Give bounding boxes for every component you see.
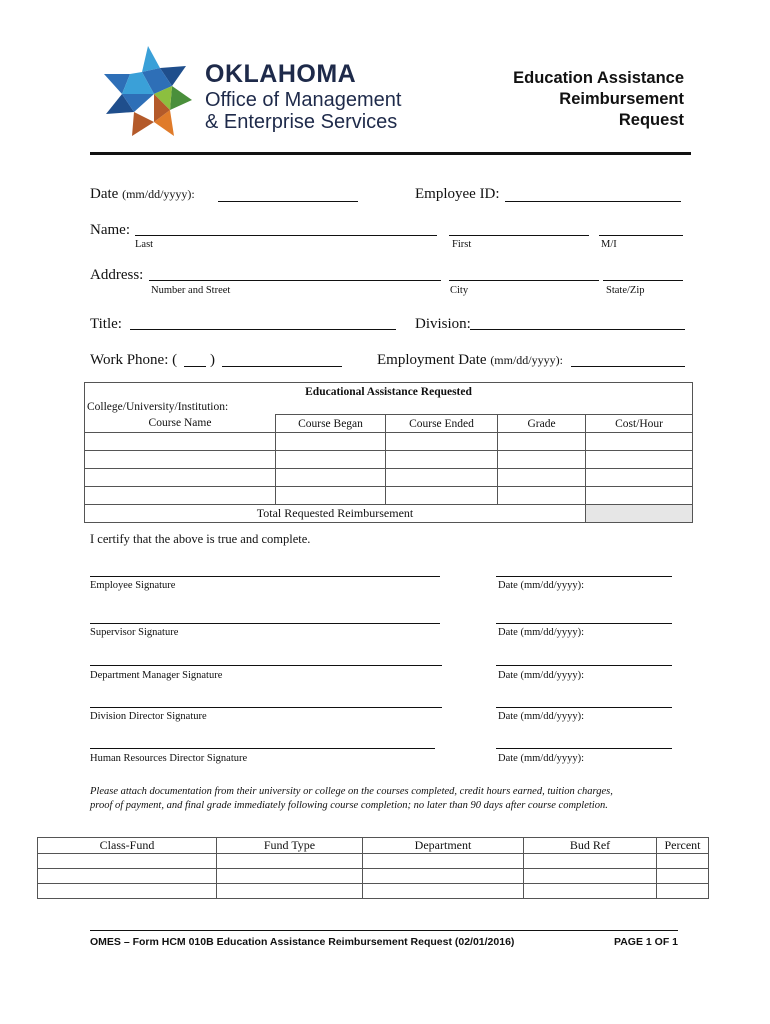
table-cell[interactable] <box>363 884 524 899</box>
address-street-field[interactable] <box>149 280 441 281</box>
dept-manager-signature-line[interactable] <box>90 665 442 666</box>
table-cell[interactable] <box>524 884 657 899</box>
supervisor-signature-line[interactable] <box>90 623 440 624</box>
fund-table <box>37 837 708 899</box>
division-field[interactable] <box>470 329 685 330</box>
hr-director-signature-line[interactable] <box>90 748 435 749</box>
title-field[interactable] <box>130 329 396 330</box>
division-director-date-line[interactable] <box>496 707 672 708</box>
total-row <box>85 505 693 523</box>
table-cell[interactable] <box>386 487 498 505</box>
dept-manager-date-label: Date (mm/dd/yyyy): <box>498 670 585 681</box>
employee-id-field[interactable] <box>505 201 681 202</box>
employment-date-field[interactable] <box>571 366 685 367</box>
address-statezip-field[interactable] <box>603 280 683 281</box>
address-city-field[interactable] <box>449 280 599 281</box>
table-cell[interactable] <box>498 433 586 451</box>
fund-col-percent: Percent <box>657 838 709 854</box>
table-row <box>38 869 709 884</box>
table-cell[interactable] <box>386 451 498 469</box>
date-field[interactable] <box>218 201 358 202</box>
table-cell[interactable] <box>524 854 657 869</box>
supervisor-date-label: Date (mm/dd/yyyy): <box>498 627 585 638</box>
col-header-course-ended: Course Ended <box>386 415 498 433</box>
fund-col-department: Department <box>363 838 524 854</box>
table-cell[interactable] <box>363 869 524 884</box>
name-first-field[interactable] <box>449 235 589 236</box>
table-cell[interactable] <box>657 869 709 884</box>
table-cell[interactable] <box>217 854 363 869</box>
address-street-caption: Number and Street <box>151 285 231 296</box>
table-cell[interactable] <box>586 451 693 469</box>
course-table-heading: Educational Assistance Requested <box>85 383 693 401</box>
total-amount-cell[interactable] <box>586 505 693 523</box>
table-cell[interactable] <box>217 869 363 884</box>
name-mi-caption: M/I <box>601 239 617 250</box>
logo-org-name: OKLAHOMA <box>205 60 357 88</box>
fund-col-fund-type: Fund Type <box>217 838 363 854</box>
phone-number-field[interactable] <box>222 366 342 367</box>
table-cell[interactable] <box>586 487 693 505</box>
division-label: Division: <box>415 316 471 332</box>
address-label: Address: <box>90 267 144 283</box>
table-cell[interactable] <box>586 433 693 451</box>
phone-paren-close: ) <box>210 352 215 368</box>
fund-col-bud-ref: Bud Ref <box>524 838 657 854</box>
course-table <box>84 382 692 523</box>
table-cell[interactable] <box>386 469 498 487</box>
title-label: Title: <box>90 316 122 332</box>
supervisor-signature-label: Supervisor Signature <box>90 627 179 638</box>
certify-statement: I certify that the above is true and complete. <box>90 532 311 546</box>
col-header-cost-hour: Cost/Hour <box>586 415 693 433</box>
address-statezip-caption: State/Zip <box>606 285 645 296</box>
attachment-note <box>90 785 613 813</box>
address-city-caption: City <box>450 285 469 296</box>
employee-date-line[interactable] <box>496 576 672 577</box>
form-title-line2: Reimbursement <box>559 90 684 108</box>
employee-date-label: Date (mm/dd/yyyy): <box>498 580 585 591</box>
table-cell[interactable] <box>85 451 276 469</box>
table-cell[interactable] <box>85 487 276 505</box>
header-rule <box>90 152 691 155</box>
table-row <box>38 854 709 869</box>
table-cell[interactable] <box>38 854 217 869</box>
star-emblem-icon <box>100 44 195 139</box>
hr-director-signature-label: Human Resources Director Signature <box>90 753 248 764</box>
omes-logo <box>100 44 430 139</box>
table-cell[interactable] <box>38 884 217 899</box>
attachment-note-line1: Please attach documentation from their university or college on the courses completed, credit hours earned, tuition charges, <box>90 786 613 797</box>
fund-col-class-fund: Class-Fund <box>38 838 217 854</box>
total-label: Total Requested Reimbursement <box>85 505 586 523</box>
date-label: Date (mm/dd/yyyy): <box>90 186 195 202</box>
table-row <box>85 451 693 469</box>
name-mi-field[interactable] <box>599 235 683 236</box>
table-cell[interactable] <box>85 469 276 487</box>
col-header-course-name: Course Name <box>85 415 276 433</box>
supervisor-date-line[interactable] <box>496 623 672 624</box>
footer-page-number: PAGE 1 OF 1 <box>614 936 678 948</box>
form-title-line3: Request <box>618 111 684 129</box>
hr-director-date-line[interactable] <box>496 748 672 749</box>
work-phone-label: Work Phone: ( <box>90 352 178 368</box>
table-cell[interactable] <box>276 451 386 469</box>
employee-signature-label: Employee Signature <box>90 580 176 591</box>
table-cell[interactable] <box>498 487 586 505</box>
table-row <box>85 433 693 451</box>
hr-director-date-label: Date (mm/dd/yyyy): <box>498 753 585 764</box>
form-title-line1: Education Assistance <box>513 69 684 87</box>
division-director-signature-label: Division Director Signature <box>90 711 207 722</box>
division-director-date-label: Date (mm/dd/yyyy): <box>498 711 585 722</box>
logo-org-line2: Office of Management <box>205 89 402 111</box>
table-cell[interactable] <box>217 884 363 899</box>
table-cell[interactable] <box>276 469 386 487</box>
division-director-signature-line[interactable] <box>90 707 442 708</box>
footer-rule <box>90 930 678 931</box>
table-cell[interactable] <box>498 469 586 487</box>
employee-signature-line[interactable] <box>90 576 440 577</box>
footer-form-name: OMES – Form HCM 010B Education Assistance Reimbursement Request (02/01/2016) <box>90 936 515 948</box>
dept-manager-date-line[interactable] <box>496 665 672 666</box>
table-cell[interactable] <box>276 433 386 451</box>
employee-id-label: Employee ID: <box>415 186 500 202</box>
table-cell[interactable] <box>498 451 586 469</box>
attachment-note-line2: proof of payment, and final grade immediately following course completion; no later than 90 days after course completion. <box>90 800 608 811</box>
name-last-field[interactable] <box>135 235 437 236</box>
institution-label: College/University/Institution: <box>85 400 693 415</box>
table-cell[interactable] <box>85 433 276 451</box>
form-title <box>513 68 684 131</box>
table-row <box>38 884 709 899</box>
employment-date-label: Employment Date (mm/dd/yyyy): <box>377 352 563 368</box>
table-cell[interactable] <box>657 854 709 869</box>
name-last-caption: Last <box>135 239 154 250</box>
phone-area-field[interactable] <box>184 366 206 367</box>
table-cell[interactable] <box>524 869 657 884</box>
table-row <box>85 469 693 487</box>
dept-manager-signature-label: Department Manager Signature <box>90 670 223 681</box>
table-row <box>85 487 693 505</box>
table-cell[interactable] <box>657 884 709 899</box>
logo-org-line3: & Enterprise Services <box>205 111 398 133</box>
col-header-course-began: Course Began <box>276 415 386 433</box>
table-cell[interactable] <box>386 433 498 451</box>
table-cell[interactable] <box>38 869 217 884</box>
col-header-grade: Grade <box>498 415 586 433</box>
name-first-caption: First <box>452 239 472 250</box>
table-cell[interactable] <box>363 854 524 869</box>
table-cell[interactable] <box>586 469 693 487</box>
name-label: Name: <box>90 222 130 238</box>
table-cell[interactable] <box>276 487 386 505</box>
